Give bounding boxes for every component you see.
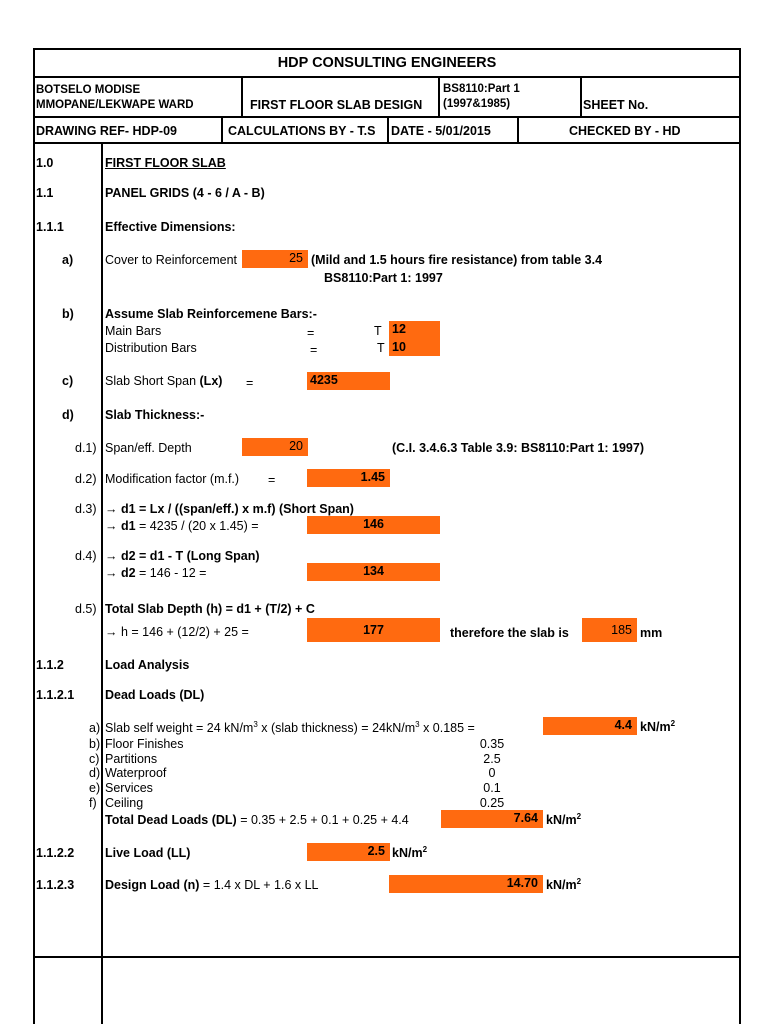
d1-calc: → d1 = 4235 / (20 x 1.45) = xyxy=(105,519,259,533)
self-weight-cell[interactable] xyxy=(543,717,637,735)
drawing-ref: DRAWING REF- HDP-09 xyxy=(36,124,177,138)
section-title: Effective Dimensions: xyxy=(105,220,236,234)
dist-bars-eq: = xyxy=(310,343,318,357)
item-label: d.2) xyxy=(75,472,97,486)
partitions-label: Partitions xyxy=(105,752,158,766)
d1-formula: → d1 = Lx / ((span/eff.) x m.f) (Short Span) xyxy=(105,502,354,516)
project-title: FIRST FLOOR SLAB DESIGN xyxy=(250,98,423,112)
main-bars-t: T xyxy=(374,324,382,338)
self-weight-value: 4.4 xyxy=(614,718,632,732)
waterproof-label: Waterproof xyxy=(105,766,167,780)
d2-value: 134 xyxy=(363,564,384,578)
self-weight-label: Slab self weight = 24 $kN/m^3$ x (slab thickness) = $24kN/m^3$ x 0.185 = xyxy=(105,719,475,735)
checked-by: CHECKED BY - HD xyxy=(569,124,681,138)
partitions-value: 2.5 xyxy=(483,752,501,766)
design-load-label: Design Load (n) = 1.4 x DL + 1.6 x LL xyxy=(105,878,319,892)
waterproof-value: 0 xyxy=(488,766,496,780)
item-label: d.4) xyxy=(75,549,97,563)
section-number: 1.1.2.2 xyxy=(36,846,75,860)
main-bars-value: 12 xyxy=(392,322,406,336)
cover-note: (Mild and 1.5 hours fire resistance) from table 3.4 xyxy=(311,253,603,267)
design-load-cell[interactable] xyxy=(389,875,543,893)
total-dead-load-unit: $kN/m^2$ xyxy=(546,811,582,827)
design-load-value: 14.70 xyxy=(506,876,538,890)
d2-calc: → d2 = 146 - 12 = xyxy=(105,566,207,580)
self-weight-unit: $kN/m^2$ xyxy=(640,718,676,734)
services-value: 0.1 xyxy=(483,781,501,795)
section-number: 1.1.2.1 xyxy=(36,688,75,702)
short-span-eq: = xyxy=(246,376,254,390)
ceiling-label: Ceiling xyxy=(105,796,144,810)
design-load-unit: $kN/m^2$ xyxy=(546,876,582,892)
d1-cell[interactable] xyxy=(307,516,440,534)
calculations-by: CALCULATIONS BY - T.S xyxy=(228,124,376,138)
item-label: b) xyxy=(62,307,74,321)
section-title: PANEL GRIDS (4 - 6 / A - B) xyxy=(105,186,265,200)
item-label: d) xyxy=(62,408,74,422)
total-depth-value: 177 xyxy=(363,623,384,637)
total-depth-cell[interactable] xyxy=(307,618,440,642)
section-number: 1.1 xyxy=(36,186,54,200)
d2-formula: → d2 = d1 - T (Long Span) xyxy=(105,549,260,563)
slab-thickness-cell[interactable] xyxy=(582,618,637,642)
therefore-label: therefore the slab is xyxy=(450,626,569,640)
item-label: d.5) xyxy=(75,602,97,616)
section-title: Load Analysis xyxy=(105,658,190,672)
item-label: f) xyxy=(89,796,97,810)
mod-factor-value: 1.45 xyxy=(360,470,385,484)
mod-factor-cell[interactable] xyxy=(307,469,390,487)
client-line1: BOTSELO MODISE xyxy=(36,84,141,96)
span-eff-value: 20 xyxy=(289,439,303,453)
item-label: d.1) xyxy=(75,441,97,455)
ceiling-value: 0.25 xyxy=(479,796,505,810)
cover-note-ref: BS8110:Part 1: 1997 xyxy=(324,271,443,285)
code-line1: BS8110:Part 1 xyxy=(443,83,520,95)
live-load-label: Live Load (LL) xyxy=(105,846,191,860)
short-span-value: 4235 xyxy=(310,373,338,387)
item-label: e) xyxy=(89,781,101,795)
d1-value: 146 xyxy=(363,517,384,531)
dist-bars-value: 10 xyxy=(392,340,406,354)
d2-cell[interactable] xyxy=(307,563,440,581)
total-dead-load-cell[interactable] xyxy=(441,810,543,828)
span-eff-label: Span/eff. Depth xyxy=(105,441,192,455)
cover-value: 25 xyxy=(289,251,303,265)
bars-title: Assume Slab Reinforcemene Bars:- xyxy=(105,307,317,321)
item-label: d) xyxy=(89,766,101,780)
mod-factor-eq: = xyxy=(268,473,276,487)
main-bars-cell[interactable] xyxy=(389,321,440,356)
span-eff-cell[interactable] xyxy=(242,438,308,456)
services-label: Services xyxy=(105,781,153,795)
item-label: c) xyxy=(89,752,100,766)
total-depth-calc: → h = 146 + (12/2) + 25 = xyxy=(105,625,249,639)
item-label: a) xyxy=(89,721,101,735)
thickness-title: Slab Thickness:- xyxy=(105,408,205,422)
floor-finishes-value: 0.35 xyxy=(479,737,505,751)
item-label: a) xyxy=(62,253,74,267)
total-depth-formula: Total Slab Depth (h) = d1 + (T/2) + C xyxy=(105,602,315,616)
section-number: 1.1.1 xyxy=(36,220,64,234)
dist-bars-t: T xyxy=(377,341,385,355)
client-line2: MMOPANE/LEKWAPE WARD xyxy=(36,99,194,111)
section-number: 1.0 xyxy=(36,156,54,170)
live-load-unit: $kN/m^2$ xyxy=(392,844,428,860)
short-span-label: Slab Short Span (Lx) xyxy=(105,374,223,388)
total-dead-load-label: Total Dead Loads (DL) = 0.35 + 2.5 + 0.1 + 0.25 + 4.4 xyxy=(105,813,409,827)
short-span-cell[interactable] xyxy=(307,372,390,390)
section-title: FIRST FLOOR SLAB xyxy=(105,156,226,170)
item-label: c) xyxy=(62,374,74,388)
section-title: Dead Loads (DL) xyxy=(105,688,205,702)
live-load-value: 2.5 xyxy=(367,844,385,858)
item-label: d.3) xyxy=(75,502,97,516)
slab-thickness-value: 185 xyxy=(611,623,632,637)
total-dead-load-value: 7.64 xyxy=(513,811,538,825)
sheet-number: SHEET No. xyxy=(583,98,649,112)
section-number: 1.1.2.3 xyxy=(36,878,75,892)
live-load-cell[interactable] xyxy=(307,843,390,861)
cover-label: Cover to Reinforcement xyxy=(105,253,238,267)
date: DATE - 5/01/2015 xyxy=(391,124,491,138)
mod-factor-label: Modification factor (m.f.) xyxy=(105,472,240,486)
section-number: 1.1.2 xyxy=(36,658,64,672)
main-bars-eq: = xyxy=(307,326,315,340)
main-bars-label: Main Bars xyxy=(105,324,162,338)
company-name: HDP CONSULTING ENGINEERS xyxy=(277,55,497,71)
item-label: b) xyxy=(89,737,101,751)
dist-bars-label: Distribution Bars xyxy=(105,341,197,355)
cover-value-cell[interactable] xyxy=(242,250,308,268)
code-line2: (1997&1985) xyxy=(443,98,511,110)
slab-unit: mm xyxy=(640,626,663,640)
floor-finishes-label: Floor Finishes xyxy=(105,737,184,751)
span-eff-note: (C.I. 3.4.6.3 Table 3.9: BS8110:Part 1: 1997) xyxy=(392,441,644,455)
